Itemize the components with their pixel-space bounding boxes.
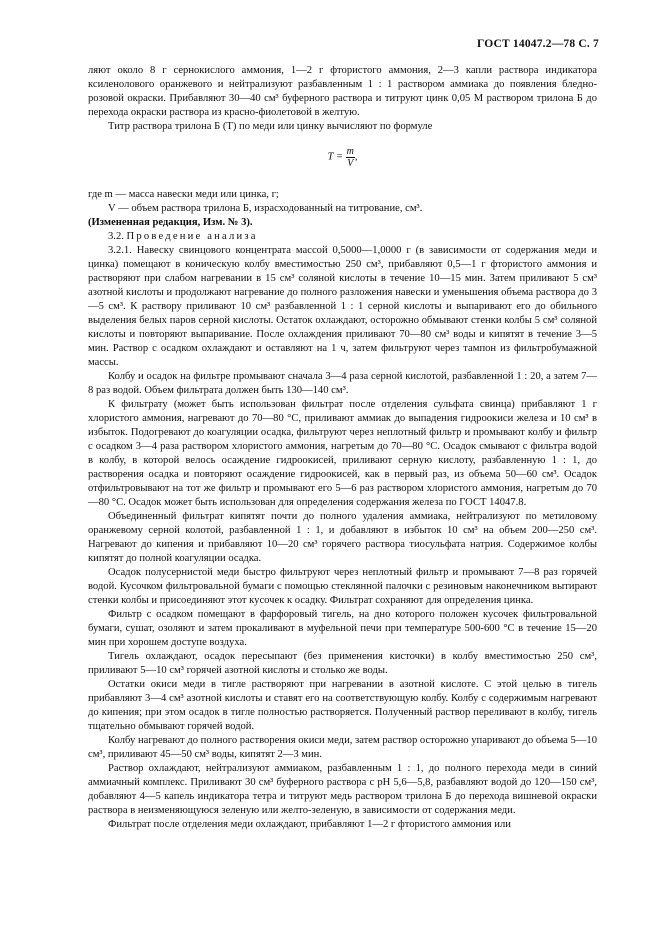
formula-fraction (346, 146, 355, 169)
paragraph-residue: Остатки окиси меди в тигле растворяют при нагревании в азотной кислоте. С этой целью в тигель прибавляют 3—4 см³ азотной кислоты и ставят его на соответствующую колбу. Колбу с содержимым нагревают до кипения; при этом осадок в тигле полностью растворяется. Полученный раствор переливают в колбу, тигель тщательно обмывают горячей водой. (88, 679, 597, 732)
formula-legend-m: где m — масса навески меди или цинка, г; (88, 189, 279, 200)
section-heading (88, 230, 597, 244)
section-number: 3.2. (108, 231, 124, 242)
section-title: Проведение анализа (126, 231, 258, 242)
paragraph-copper-sulfide: Осадок полусернистой меди быстро фильтруют через неплотный фильтр и промывают 7—8 раз горячей водой. Кусочком фильтровальной бумаги с помощью стеклянной палочки с резиновым наконечником вытирают стенки колбы и присоединяют этот кусочек к осадку. Фильтрат сохраняют для определения цинка. (88, 567, 597, 606)
paragraph-crucible: Фильтр с осадком помещают в фарфоровый тигель, на дно которого положен кусочек фильтровальной бумаги, сушат, озоляют и затем прокаливают в муфельной печи при температуре 500-600 °С в течение 15—20 мин при хорошем доступе воздуха. (88, 609, 597, 648)
paragraph-cooling: Тигель охлаждают, осадок пересыпают (без применения кисточки) в колбу вместимостью 250 см³, приливают 5—10 см³ горячей азотной кислоты и столько же воды. (88, 651, 597, 676)
paragraph-formula-intro: Титр раствора трилона Б (Т) по меди или цинку вычисляют по формуле (108, 121, 433, 132)
formula-tail: , (354, 151, 358, 163)
formula-denominator: V (347, 158, 354, 169)
page-header: ГОСТ 14047.2—78 С. 7 (476, 38, 599, 50)
paragraph-1: ляют около 8 г сернокислого аммония, 1—2 г фтористого аммония, 2—3 капли раствора индикатора ксиленолового оранжевого и нейтрализуют разбавленным 1 : 1 раствором аммиака до появления бледно-розовой окраски. Прибавляют 30—40 см³ буферного раствора и титруют цинк 0,05 М раствором трилона Б до перехода окраски раствора из красно-фиолетовой в желтую. (88, 65, 597, 118)
paragraph-washing: Колбу и осадок на фильтре промывают сначала 3—4 раза серной кислотой, разбавленной 1 : 20, а затем 7—8 раз водой. Объем фильтрата должен быть 130—140 см³. (88, 371, 597, 396)
formula-numerator: m (346, 146, 354, 157)
amendment-note: (Измененная редакция, Изм. № 3). (88, 217, 253, 228)
formula-lhs: T = (327, 151, 343, 163)
titre-formula (88, 146, 597, 172)
document-body (88, 64, 597, 832)
paragraph-final: Фильтрат после отделения меди охлаждают, прибавляют 1—2 г фтористого аммония или (108, 819, 511, 830)
paragraph-filtrate: К фильтрату (может быть использован фильтрат после отделения сульфата свинца) прибавляют 1 г хлористого аммония, нагревают до 70—80 °С, приливают аммиак до выпадения гидроокиси железа и 10 см³ в избыток. Подогревают до коагуляции осадка, фильтруют через неплотный фильтр и промывают колбу и фильтр с осадком 3—4 раза раствором хлористого аммония, нагретым до 70—80 °С. Осадок смывают с фильтра водой в колбу, в которой велось осаждение гидроокисей, приливают серную кислоту, разбавленную 1 : 1, до растворения осадка и повторяют осаждение гидроокисей, как в первый раз, из объема 50—60 см³. Осадок отфильтровывают на тот же фильтр и промывают его 5—6 раз раствором хлористого аммония, нагретым до 70—80 °С. Осадок может быть использован для определения содержания железа по ГОСТ 14047.8. (88, 399, 597, 508)
paragraph-titration: Раствор охлаждают, нейтрализуют аммиаком, разбавленным 1 : 1, до полного перехода меди в синий аммиачный комплекс. Приливают 30 см³ буферного раствора с рН 5,6—5,8, разбавляют водой до 120—150 см³, добавляют 4—5 капель индикатора тетра и титруют медь раствором трилона Б до перехода вишневой окраски раствора в неизменяющуюся зеленую или желто-зеленую, в зависимости от содержания меди. (88, 763, 597, 816)
paragraph-3-2-1: 3.2.1. Навеску свинцового концентрата массой 0,5000—1,0000 г (в зависимости от содержания меди и цинка) помещают в коническую колбу вместимостью 250 см³, прибавляют 0,5—1 г фтористого аммония и растворяют при слабом нагревании в 15 см³ соляной кислоты в течение 10—15 мин. Затем приливают 5 см³ азотной кислоты и продолжают нагревание до полного разложения навески и уменьшения объема раствора до 3—5 см³. К раствору приливают 10 см³ разбавленной 1 : 1 серной кислоты и выпаривают его до обильного выделения белых паров серной кислоты. Остаток охлаждают, осторожно обмывают стенки колбы 5 см³ соляной кислоты и повторяют выпаривание. После охлаждения приливают 70—80 см³ воды и кипятят в течение 3—5 мин. Раствор с осадком охлаждают и оставляют на 1 ч, затем фильтруют через тампон из фильтробумажной массы. (88, 245, 597, 368)
paragraph-heating: Колбу нагревают до полного растворения окиси меди, затем раствор осторожно упаривают до объема 5—10 см³, приливают 45—50 см³ воды, кипятят 2—3 мин. (88, 735, 597, 760)
formula-legend-v: V — объем раствора трилона Б, израсходованный на титрование, см³. (108, 203, 423, 214)
paragraph-combined-filtrate: Объединенный фильтрат кипятят почти до полного удаления аммиака, нейтрализуют по метиловому оранжевому серной колотой, разбавленной 1 : 1, и добавляют в избыток 10 см³ на объем 200—250 см³. Нагревают до кипения и прибавляют 10—20 см³ горячего раствора тиосульфата натрия. Содержимое колбы кипятят до полной коагуляции осадка. (88, 511, 597, 564)
